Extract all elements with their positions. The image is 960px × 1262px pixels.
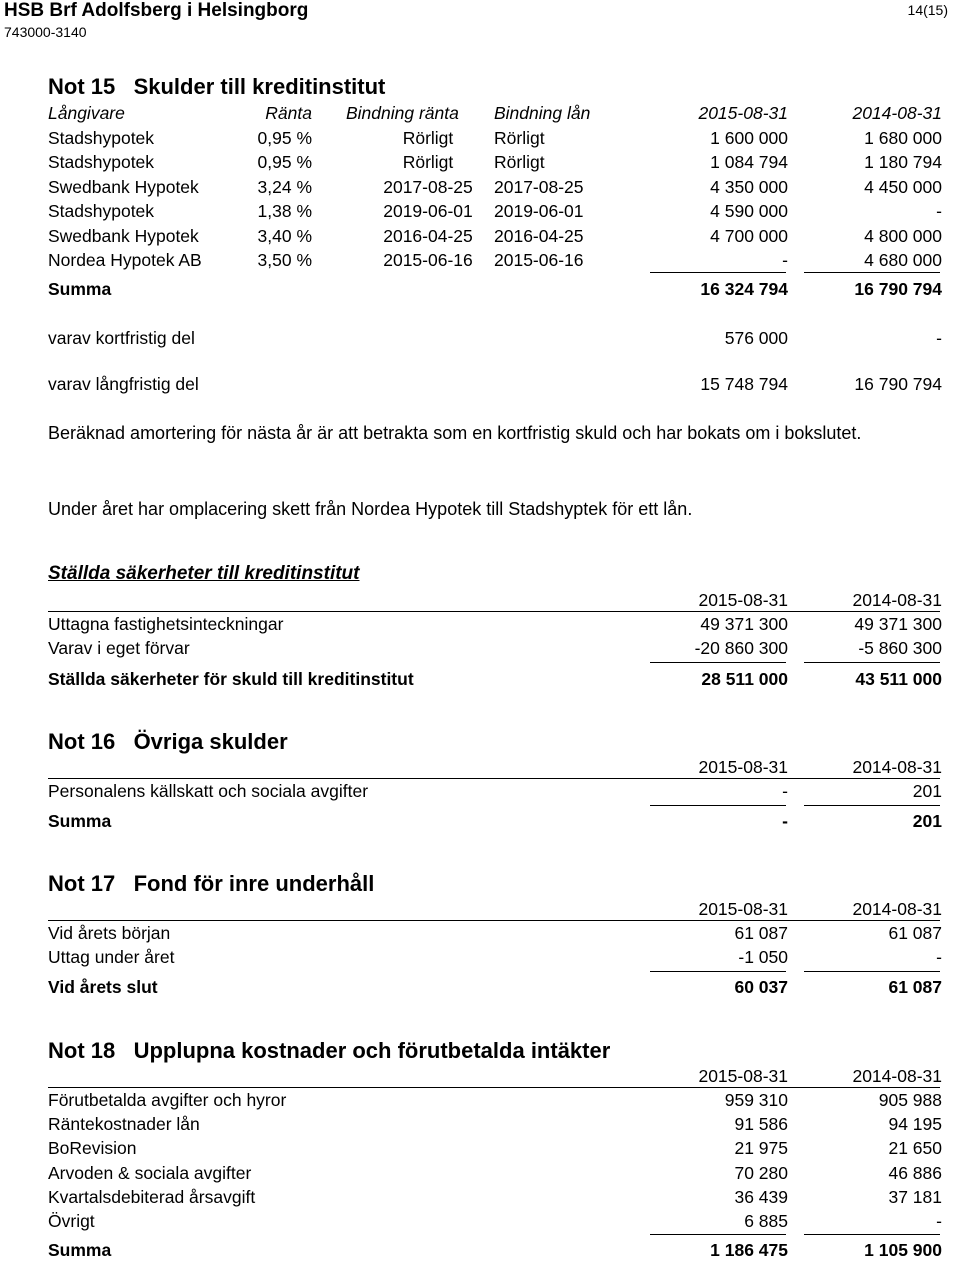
value-2015-cell: 1 084 794 [710,152,788,173]
value-2015-cell: 70 280 [734,1162,788,1183]
rate-binding-cell: Rörligt [402,128,454,148]
value-2014-cell: 49 371 300 [854,614,942,634]
label-cell: Arvoden & sociala avgifter [48,1162,252,1183]
label-cell: Kvartalsdebiterad årsavgift [48,1186,256,1207]
label-cell: Vid årets början [48,923,171,943]
pledges-title: Ställda säkerheter till kreditinstitut [48,563,360,584]
pledges-underline-2014 [804,662,940,663]
column-header-2015: 2015-08-31 [698,757,788,777]
column-header-loan-binding: Bindning lån [494,103,591,123]
sum-label: Summa [48,279,112,299]
column-header-2014: 2014-08-31 [852,103,942,123]
value-2015-cell: 6 885 [744,1211,788,1231]
long-term-2014: 16 790 794 [854,374,942,394]
value-2014-cell: 37 181 [888,1186,942,1207]
rate-binding-cell: 2019-06-01 [383,201,473,222]
loan-binding-cell: 2019-06-01 [494,201,584,222]
loan-binding-cell: 2017-08-25 [494,176,584,197]
value-2014-cell: 4 800 000 [864,225,942,246]
column-header-lender: Långivare [48,103,125,123]
value-2015-cell: 959 310 [724,1090,788,1110]
value-2014-cell: 94 195 [888,1114,942,1135]
value-2014-cell: 1 180 794 [864,152,942,173]
value-2015-cell: 1 600 000 [710,128,788,148]
sum-2015: 16 324 794 [700,279,788,299]
value-2015-cell: 49 371 300 [700,614,788,634]
pledges-total-row [48,667,942,691]
rate-cell: 3,50 % [257,250,312,270]
reallocation-paragraph: Under året har omplacering skett från Nordea Hypotek till Stadshyptek för ett lån. [48,499,693,519]
label-cell: Räntekostnader lån [48,1114,200,1135]
value-2015-cell: -1 050 [738,947,788,968]
column-header-2014: 2014-08-31 [852,757,942,777]
pledges-total-2014: 43 511 000 [855,669,942,689]
label-cell: Övrigt [48,1211,95,1231]
long-term-row [48,372,942,396]
loan-binding-cell: Rörligt [494,128,545,148]
label-cell: Personalens källskatt och sociala avgifter [48,781,369,801]
note-16-sum-2015: - [782,811,788,831]
note-17-sum-2015: 60 037 [734,977,788,997]
short-term-2014: - [936,328,942,348]
organization-number: 743000-3140 [4,24,87,40]
note-16-sum-label: Summa [48,811,112,831]
long-term-2015: 15 748 794 [700,374,788,394]
value-2014-cell: 1 680 000 [864,128,942,148]
long-term-label: varav långfristig del [48,374,199,394]
table-row [48,945,942,969]
sum-underline-2014 [804,272,940,273]
column-header-2015: 2015-08-31 [698,103,788,123]
label-cell: Uttagna fastighetsinteckningar [48,614,284,634]
sum-2014: 16 790 794 [854,279,942,299]
table-row [48,1088,942,1112]
page-number: 14(15) [907,2,948,18]
pledges-column-headers [48,588,942,612]
table-row [48,1161,942,1185]
note-18-sum-2015: 1 186 475 [710,1240,788,1260]
column-header-rate-binding: Bindning ränta [346,103,459,123]
note-16-underline-2015 [650,805,786,806]
table-row [48,921,942,945]
value-2014-cell: 21 650 [888,1138,942,1159]
table-row [48,612,942,636]
column-header-2015: 2015-08-31 [698,1066,788,1086]
value-2015-cell: 4 700 000 [710,225,788,246]
note-16-underline-2014 [804,805,940,806]
note-16-title: Not 16 Övriga skulder [48,729,288,754]
note-17-title: Not 17 Fond för inre underhåll [48,871,375,896]
loan-binding-cell: 2015-06-16 [494,250,584,270]
rate-binding-cell: 2016-04-25 [383,225,473,246]
rate-binding-cell: 2017-08-25 [383,176,473,197]
value-2015-cell: 91 586 [734,1114,788,1135]
column-header-2014: 2014-08-31 [852,590,942,610]
note-18-underline-2015 [650,1234,786,1235]
value-2014-cell: 201 [912,781,942,801]
table-row [48,175,942,199]
rate-cell: 3,24 % [257,176,312,197]
note-15-sum-row [48,277,942,301]
amortization-paragraph: Beräknad amortering för nästa år är att betrakta som en kortfristig skuld och har bokats om i bokslutet. [48,423,862,443]
note-18-sum-2014: 1 105 900 [864,1240,942,1260]
note-17-underline-2014 [804,971,940,972]
value-2014-cell: 61 087 [888,923,942,943]
value-2015-cell: 4 350 000 [710,176,788,197]
note-18-sum-label: Summa [48,1240,112,1260]
value-2015-cell: 36 439 [734,1186,788,1207]
label-cell: Uttag under året [48,947,175,968]
note-16-sum-row [48,809,942,833]
note-17-column-headers [48,897,942,921]
organization-name: HSB Brf Adolfsberg i Helsingborg [4,0,309,21]
note-15-column-headers [48,101,942,125]
column-header-2015: 2015-08-31 [698,590,788,610]
note-17-sum-2014: 61 087 [888,977,942,997]
rate-cell: 0,95 % [257,128,312,148]
rate-cell: 3,40 % [257,225,312,246]
value-2014-cell: 46 886 [888,1162,942,1183]
table-row [48,1112,942,1136]
note-17-sum-row [48,975,942,999]
note-18-title: Not 18 Upplupna kostnader och förutbetalda intäkter [48,1038,611,1063]
pledges-total-2015: 28 511 000 [701,669,788,689]
note-17-sum-label: Vid årets slut [48,977,158,997]
label-cell: Varav i eget förvar [48,638,190,659]
column-header-2015: 2015-08-31 [698,899,788,919]
lender-cell: Swedbank Hypotek [48,225,199,246]
loan-binding-cell: Rörligt [494,152,545,173]
note-16-sum-2014: 201 [912,811,942,831]
lender-cell: Swedbank Hypotek [48,176,199,197]
short-term-2015: 576 000 [724,328,788,348]
value-2014-cell: 905 988 [878,1090,942,1110]
rate-binding-cell: Rörligt [402,152,454,173]
table-row [48,126,942,150]
column-header-2014: 2014-08-31 [852,1066,942,1086]
note-15-title: Not 15 Skulder till kreditinstitut [48,74,386,99]
value-2015-cell: - [782,250,788,270]
pledges-total-label: Ställda säkerheter för skuld till kreditinstitut [48,669,414,689]
lender-cell: Stadshypotek [48,128,155,148]
note-18-underline-2014 [804,1234,940,1235]
rate-cell: 0,95 % [257,152,312,173]
table-row [48,1136,942,1160]
label-cell: Förutbetalda avgifter och hyror [48,1090,287,1110]
note-18-sum-row [48,1238,942,1262]
rate-binding-cell: 2015-06-16 [383,250,473,270]
table-row [48,1209,942,1233]
value-2015-cell: - [782,781,788,801]
column-header-rate: Ränta [265,103,312,123]
rate-cell: 1,38 % [257,201,312,222]
short-term-row [48,326,942,350]
sum-underline-2015 [650,272,786,273]
lender-cell: Nordea Hypotek AB [48,250,202,270]
table-row [48,150,942,174]
value-2014-cell: -5 860 300 [858,638,942,659]
note-18-column-headers [48,1064,942,1088]
pledges-underline-2015 [650,662,786,663]
label-cell: BoRevision [48,1138,137,1159]
value-2014-cell: - [936,201,942,222]
column-header-2014: 2014-08-31 [852,899,942,919]
value-2014-cell: - [936,947,942,968]
table-row [48,224,942,248]
table-row [48,1185,942,1209]
value-2015-cell: -20 860 300 [694,638,788,659]
value-2015-cell: 61 087 [734,923,788,943]
lender-cell: Stadshypotek [48,201,155,222]
table-row [48,779,942,803]
note-16-column-headers [48,755,942,779]
value-2014-cell: 4 450 000 [864,176,942,197]
value-2014-cell: - [936,1211,942,1231]
table-row [48,199,942,223]
table-row [48,636,942,660]
value-2015-cell: 21 975 [734,1138,788,1159]
lender-cell: Stadshypotek [48,152,155,173]
table-row [48,248,942,272]
value-2015-cell: 4 590 000 [710,201,788,222]
short-term-label: varav kortfristig del [48,328,195,348]
value-2014-cell: 4 680 000 [864,250,942,270]
loan-binding-cell: 2016-04-25 [494,225,584,246]
note-17-underline-2015 [650,971,786,972]
